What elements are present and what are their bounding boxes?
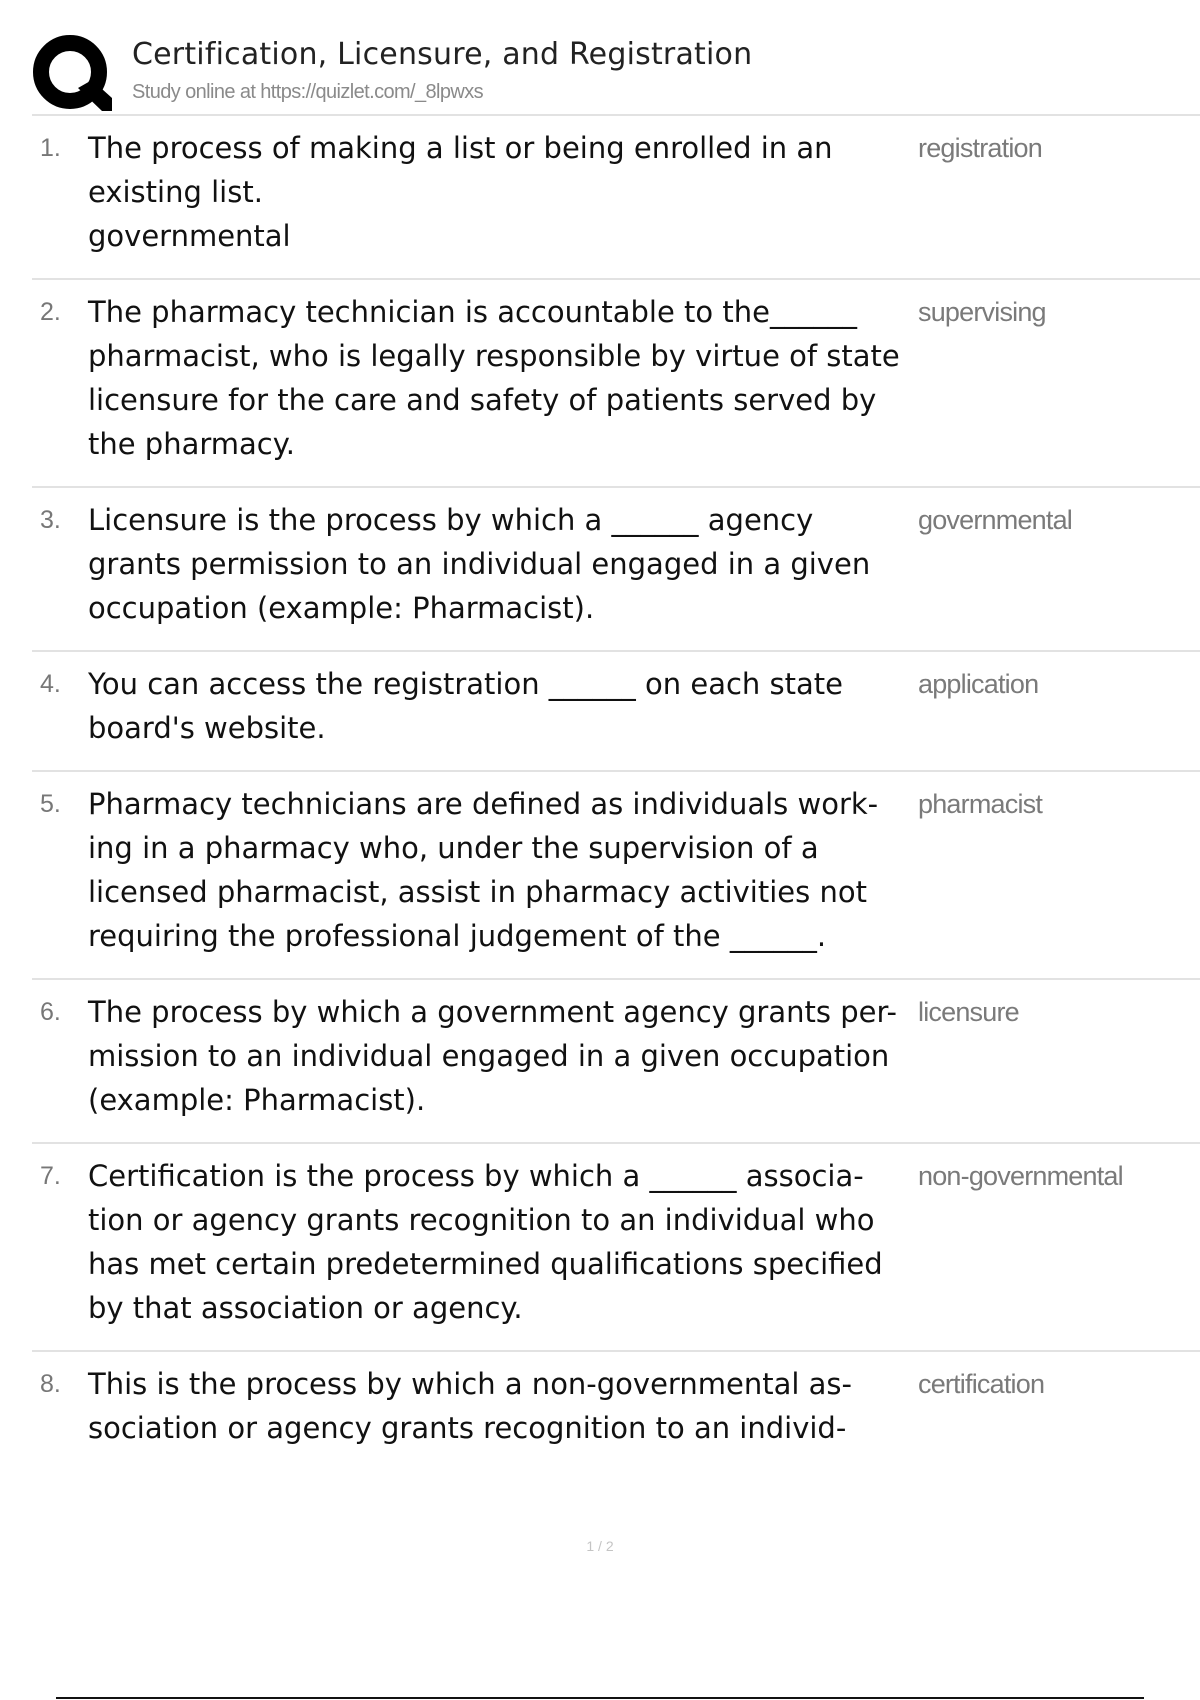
flashcard-5 [32,772,1200,980]
card-definition: application [918,669,1039,699]
card-term: Pharmacy technicians are defined as individuals work- ing in a pharmacy who, under the supervision of a licensed pharmacist, assist in pharmacy activities not requiring the professional judgement of the ______. [88,787,879,953]
card-number: 4. [40,670,61,698]
flashcard-1 [32,116,1200,280]
card-number: 1. [40,134,61,162]
card-definition: certification [918,1369,1045,1399]
card-definition: licensure [918,997,1019,1027]
card-definition: governmental [918,505,1072,535]
card-number: 5. [40,790,61,818]
study-online-link[interactable]: Study online at https://quizlet.com/_8lpwxs [132,81,484,103]
document-header [32,30,1200,116]
card-term: This is the process by which a non-governmental as- sociation or agency grants recognition to an individ- [88,1367,852,1445]
card-definition: registration [918,133,1042,163]
card-term: You can access the registration ______ on each state board's website. [88,667,843,745]
card-term: The pharmacy technician is accountable to the______ pharmacist, who is legally responsible by virtue of state licensure for the care and safety of patients served by the pharmacy. [88,295,900,461]
card-definition: non-governmental [918,1161,1123,1191]
card-number: 7. [40,1162,61,1190]
flashcard-3 [32,488,1200,652]
card-term: The process by which a government agency grants per- mission to an individual engaged in a given occupation (example: Pharmacist). [88,995,897,1117]
card-term: Certification is the process by which a ______ associa- tion or agency grants recognition to an individual who has met certain predetermined qualifications specified by that association or agency. [88,1159,883,1325]
footer-divider [56,1697,1144,1699]
flashcard-8 [32,1352,1200,1472]
flashcard-6 [32,980,1200,1144]
page-number: 1 / 2 [586,1538,614,1554]
card-definition: supervising [918,297,1046,327]
card-number: 2. [40,298,61,326]
card-number: 3. [40,506,61,534]
flashcard-7 [32,1144,1200,1352]
card-term: The process of making a list or being enrolled in an existing list. governmental [88,131,833,253]
card-number: 6. [40,998,61,1026]
flashcard-4 [32,652,1200,772]
card-term: Licensure is the process by which a ______ agency grants permission to an individual engaged in a given occupation (example: Pharmacist). [88,503,871,625]
flashcard-2 [32,280,1200,488]
quizlet-logo-icon [32,34,112,114]
card-definition: pharmacist [918,789,1043,819]
flashcard-list [32,116,1200,1472]
card-number: 8. [40,1370,61,1398]
document-title: Certification, Licensure, and Registration [132,37,753,72]
